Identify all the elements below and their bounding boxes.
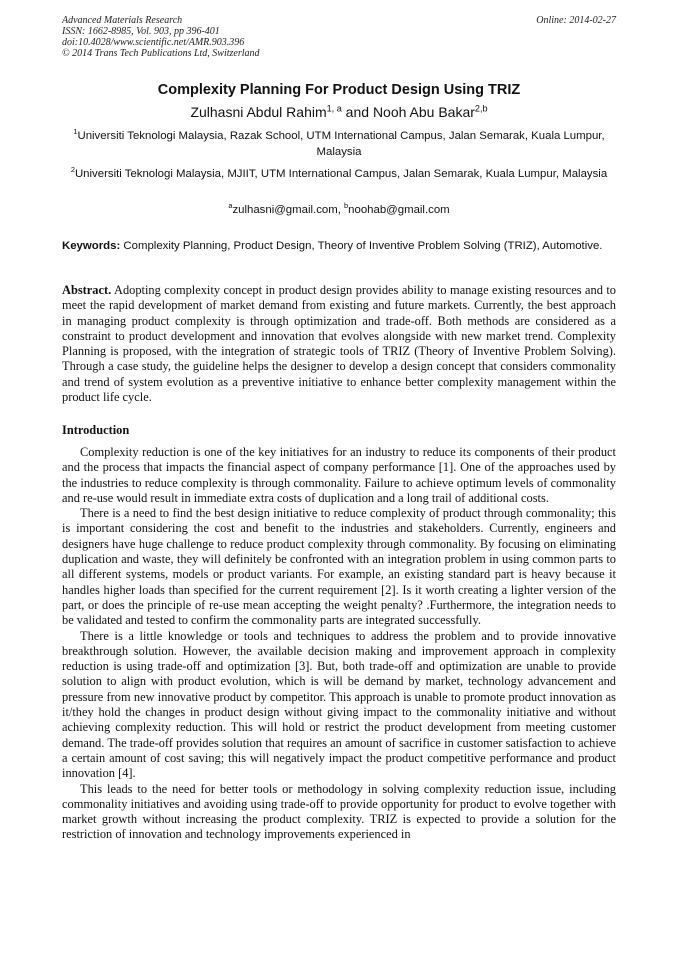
email-1: zulhasni@gmail.com, (232, 204, 345, 216)
issn-line: ISSN: 1662-8985, Vol. 903, pp 396-401 (62, 26, 220, 37)
paragraph: This leads to the need for better tools or methodology in solving complexity reduction issue, including commonality initiatives and avoiding using trade-off to provide opportunity for product to evolve together with market growth without increasing the product complexity. TRIZ is expected to provide a solution for the restriction of innovation and technology improvements experienced in (62, 781, 616, 842)
keywords-text: Complexity Planning, Product Design, Theory of Inventive Problem Solving (TRIZ), Automotive. (120, 240, 603, 252)
author-1: Zulhasni Abdul Rahim (190, 104, 327, 120)
author-and: and (341, 104, 373, 120)
email-1-sup: a (228, 201, 233, 211)
author-2: Nooh Abu Bakar (372, 104, 475, 120)
affiliation-1-sup: 1 (73, 127, 78, 137)
email-2-sup: b (344, 201, 349, 211)
affiliation-1-text: Universiti Teknologi Malaysia, Razak School, UTM International Campus, Jalan Semarak, Kuala Lumpur, Malaysia (77, 130, 605, 158)
running-header (62, 15, 616, 59)
author-1-sup: 1, a (326, 103, 342, 114)
keywords (62, 239, 616, 255)
paper-title: Complexity Planning For Product Design Using TRIZ (157, 82, 521, 98)
abstract-text: Adopting complexity concept in product design provides ability to manage existing resources and to meet the rapid development of market demand from existing and future markets. Currently, the best approach in managing product complexity is through optimization and trade-off. Both methods are considered as a constraint to product development and innovation that evolves alongside with new market trend. Complexity Planning is proposed, with the integration of strategic tools of TRIZ (Theory of Inventive Problem Solving). Through a case study, the guideline helps the designer to develop a design concept that considers commonality and trend of system evolution as a preventive initiative to enhance better complexity management within the product life cycle. (62, 283, 616, 405)
keywords-label: Keywords: (62, 240, 121, 252)
paragraph: There is a little knowledge or tools and techniques to address the problem and to provide innovative breakthrough solution. However, the available decision making and improvement approach in complexity reduction is using trade-off and optimization [3]. But, both trade-off and optimization are unable to provide solution to align with product evolution, which is will be demand by market, technology advancement and pressure from new innovative product by competitor. This approach is unable to promote product innovation as it/they hold the changes in product design without giving impact to the commonality initiative and without achieving complexity reduction. This will hold or restrict the product development from meeting customer demand. The trade-off provides solution that requires an amount of sacrifice in customer satisfaction to achieve a certain amount of cost saving; this will negatively impact the product competitive performance and product innovation [4]. (62, 628, 616, 781)
introduction-body (62, 445, 616, 843)
paragraph: Complexity reduction is one of the key initiatives for an industry to reduce its components of their product and the process that impacts the financial aspect of company performance [1]. One of the approaches used by the industries to reduce complexity is through commonality. Failure to achieve optimum levels of commonality and re-use would result in immediate extra costs of duplication and a long trail of additional costs. (62, 445, 616, 505)
affiliation-2-sup: 2 (70, 165, 75, 175)
email-line (62, 203, 616, 219)
author-2-sup: 2,b (474, 103, 488, 114)
affiliation-1 (62, 129, 616, 160)
author-line (62, 103, 616, 121)
section-heading-introduction: Introduction (62, 423, 130, 437)
affiliation-2-text: Universiti Teknologi Malaysia, MJIIT, UTM International Campus, Jalan Semarak, Kuala Lumpur, Malaysia (74, 168, 608, 180)
doi-line: doi:10.4028/www.scientific.net/AMR.903.396 (62, 37, 245, 48)
abstract-label: Abstract. (62, 283, 112, 297)
affiliation-2 (62, 167, 616, 183)
email-2: noohab@gmail.com (348, 204, 450, 216)
online-date: Online: 2014-02-27 (536, 15, 616, 26)
copyright-line: © 2014 Trans Tech Publications Ltd, Switzerland (62, 48, 260, 59)
abstract (62, 283, 616, 405)
journal-name: Advanced Materials Research (62, 15, 183, 26)
paragraph: There is a need to find the best design initiative to reduce complexity of product through commonality; this is important considering the cost and benefit to the industries and stakeholders. Currently, engineers and designers have huge challenge to reduce product complexity through commonality. By focusing on eliminating duplication and waste, they will definitely be confronted with an integration problem in using common parts to all different systems, models or product variants. For example, an existing standard part is heavy because it handles higher loads than specified for the current requirement [2]. Is it worth creating a lighter version of the part, or does the principle of re-use mean accepting the weight penalty? .Furthermore, the integration needs to be validated and tested to confirm the commonality parts are integrated successfully. (62, 506, 616, 628)
